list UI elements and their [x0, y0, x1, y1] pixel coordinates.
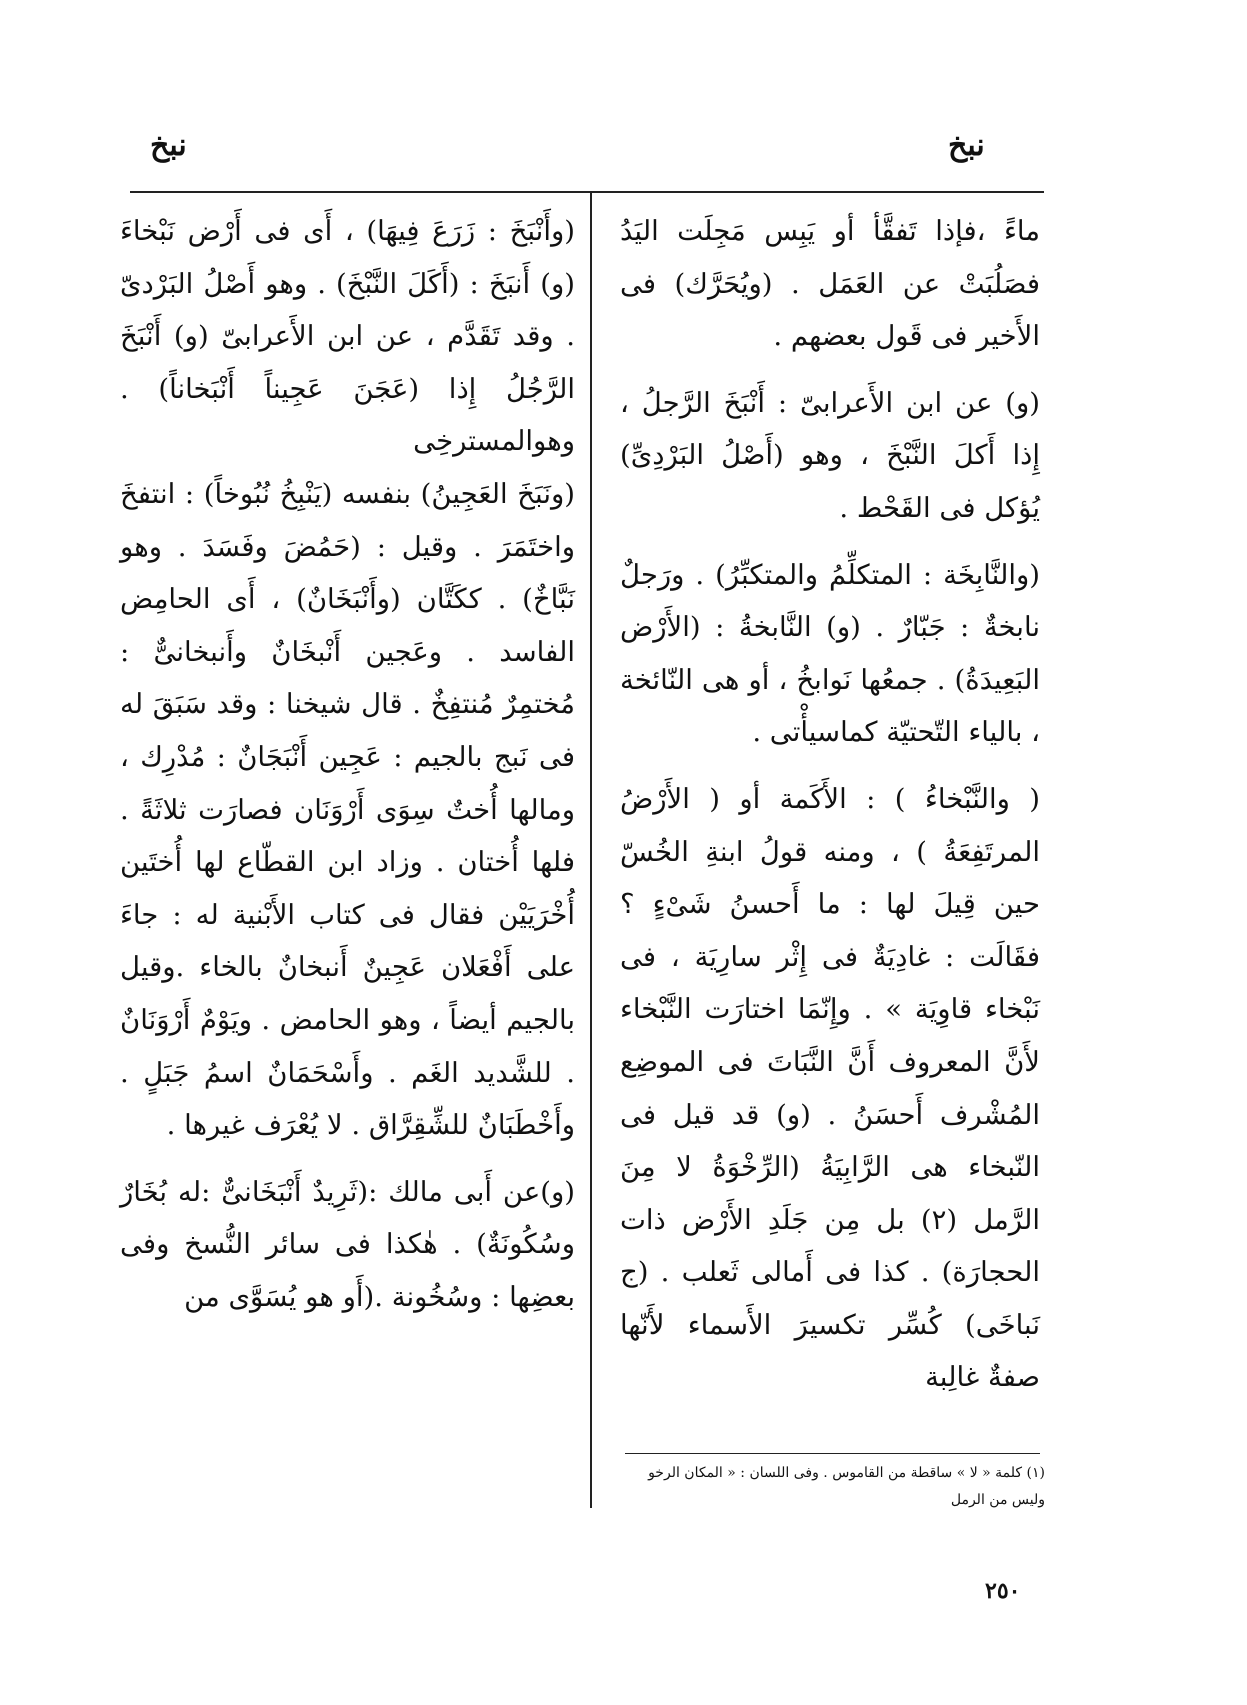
column-divider: [590, 193, 592, 1508]
header-rule: [130, 191, 1044, 193]
running-header-left: نبخ: [150, 128, 187, 163]
footnote-rule: [625, 1453, 1040, 1454]
paragraph: (ونَبَخَ العَجِينُ) بنفسه (يَنْبِخُ نُبُوخاً) : انتفخَ واختَمَرَ . وقيل : (حَمُضَ وفَسَدَ . وهو نَبَّاخٌ) . ككَتَّان (وأَنْبَخَانٌ) ، أَى الحامِض الفاسد . وعَجين أَنْبخَانٌ وأَنبخانىٌّ : مُختمِرٌ مُنتفِخٌ . قال شيخنا : وقد سَبَقَ له فى نَبج بالجيم : عَجِين أَنْبَجَانٌ : مُدْرِك ، ومالها أُختٌ سِوَى أَرْوَنَان فصارَت ثلاثَةً . فلها أُختان . وزاد ابن القطّاع لها أُختَين أُخْرَيَيْن فقال فى كتاب الأَبْنية له : جاءَ على أَفْعَلان عَجِينٌ أَنبخانٌ بالخاء .وقيل بالجيم أيضاً ، وهو الحامض . ويَوْمٌ أَرْوَنَانٌ . للشَّديد الغَم . وأَسْحَمَانٌ اسمُ جَبَلٍ . وأَخْطَبَانٌ للشِّقِرَّاق . لا يُعْرَف غيرها .: [120, 477, 575, 1142]
footnote: (١) كلمة « لا » ساقطة من القاموس . وفى اللسان : « المكان الرخو وليس من الرمل: [648, 1465, 1045, 1508]
paragraph: (و)عن أَبى مالك :(ثَرِيدٌ أَنْبَخَانىٌّ :له بُخَارٌ وسُكُونَةٌ) . هٰكذا فى سائر النُّسخ وفى بعضِها : وسُخُونة .(أَو هو يُسَوَّى من: [120, 1175, 575, 1313]
paragraph: (وأَنْبَخَ : زَرَعَ فِيهَا) ، أَى فى أَرْض نَبْخاءَ (و) أَنبَخَ : (أَكَلَ النَّبْخَ) . وهو أَصْلُ البَرْدىّ . وقد تَقَدَّم ، عن ابن الأَعرابىّ (و) أَنْبَخَ الرَّجُلُ إِذا (عَجَنَ عَجِيناً أَنْبَخاناً) . وهوالمسترخِى: [120, 215, 575, 458]
right-column: [620, 205, 1040, 1404]
left-column: [120, 205, 575, 1323]
page-number: ٢٥٠: [985, 1578, 1021, 1604]
running-header-right: نبخ: [948, 128, 985, 163]
paragraph: ( والنَّبْخاءُ ) : الأَكَمة أو ( الأَرْضُ المرتَفِعَةُ ) ، ومنه قولُ ابنةِ الخُسّ حين قِيلَ لها : ما أَحسنُ شَىْءٍ ؟ فقَالَت : غادِيَةٌ فى إِثْر سارِيَة ، فى نَبْخاء قاوِيَة » . وإِنّمَا اختارَت النَّبْخاء لأَنَّ المعروف أَنَّ النَّبَاتَ فى الموضِع المُشْرف أَحسَنُ . (و) قد قيل فى النّبخاء هى الرَّابِيَةُ (الرِّخْوَةُ لا مِنَ الرَّمل (٢) بل مِن جَلَدِ الأَرْض ذات الحجارَة) . كذا فى أَمالى ثَعلب . (ج نَباخَى) كُسِّر تكسيرَ الأَسماء لأَنّها صفةٌ غالِبة: [620, 782, 1040, 1394]
paragraph: ماءً ،فإذا تَفقَّأ أو يَبِس مَجِلَت اليَدُ فصَلُبَتْ عن العَمَل . (ويُحَرَّك) فى الأَخير فى قَول بعضهم .: [620, 215, 1040, 353]
paragraph: (والنَّابِخَة : المتكلِّمُ والمتكبِّرُ) . ورَجلٌ نابخةٌ : جَبّارٌ . (و) النَّابخةُ : (الأَرْض البَعِيدَةُ) . جمعُها نَوابخُ ، أو هى النّائخة ، بالياء التّحتيّة كماسيأْتى .: [620, 558, 1040, 749]
paragraph: (و) عن ابن الأَعرابىّ : أَنْبَخَ الرَّجلُ ، إِذا أَكلَ النَّبْخَ ، وهو (أَصْلُ البَرْدِىِّ) يُؤكل فى القَحْط .: [620, 386, 1040, 524]
